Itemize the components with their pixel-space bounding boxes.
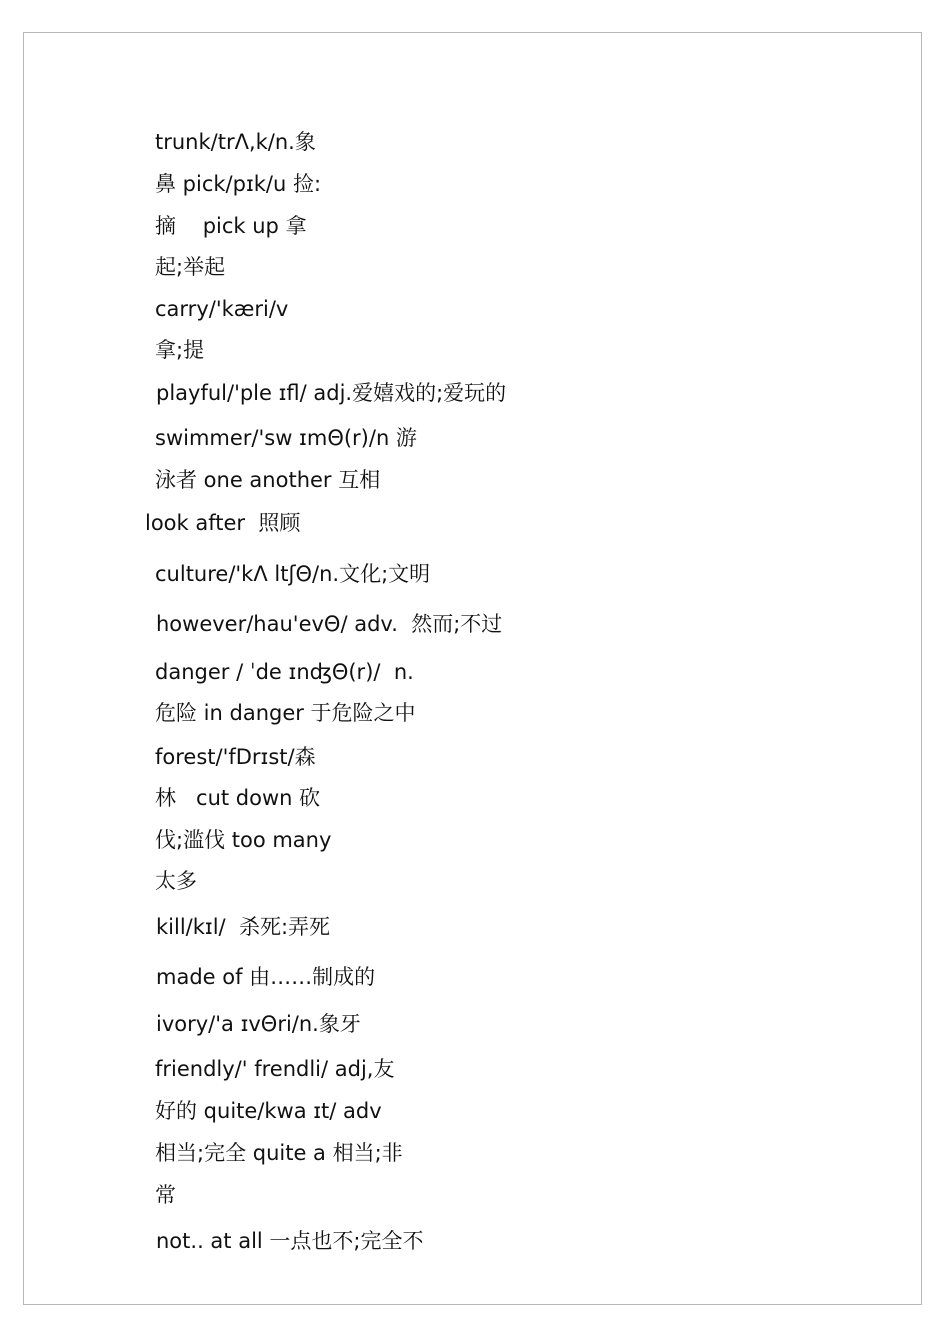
text-line: 拿;提 — [155, 338, 205, 362]
text-line: look after 照顾 — [145, 511, 301, 535]
text-line: made of 由……制成的 — [156, 965, 376, 989]
text-line: trunk/trΛ,k/n.象 — [155, 130, 316, 154]
text-line: playful/'ple ɪfl/ adj.爱嬉戏的;爱玩的 — [156, 381, 507, 405]
text-line: 相当;完全 quite a 相当;非 — [155, 1141, 403, 1165]
text-line: 危险 in danger 于危险之中 — [155, 701, 416, 725]
text-line: culture/'kΛ ltʃΘ/n.文化;文明 — [155, 562, 431, 586]
text-line: danger / ˈde ɪnʤΘ(r)/ n. — [155, 660, 414, 684]
text-line: 太多 — [155, 869, 197, 893]
text-line: 摘 pick up 拿 — [155, 214, 307, 238]
text-line: 起;举起 — [155, 255, 226, 279]
text-line: however/hau'evΘ/ adv. 然而;不过 — [156, 612, 503, 636]
text-line: friendly/' frendli/ adj,友 — [155, 1057, 395, 1081]
text-line: 林 cut down 砍 — [155, 786, 321, 810]
text-line: 鼻 pick/pɪk/u 捡: — [155, 172, 322, 196]
text-line: 伐;滥伐 too many — [155, 828, 332, 852]
text-line: forest/'fDrɪst/森 — [155, 745, 316, 769]
text-line: 常 — [155, 1183, 176, 1207]
text-line: kill/kɪl/ 杀死:弄死 — [156, 915, 331, 939]
text-line: swimmer/'sw ɪmΘ(r)/n 游 — [155, 426, 417, 450]
text-line: carry/'kæri/v — [155, 297, 289, 321]
text-line: ivory/'a ɪvΘri/n.象牙 — [156, 1012, 361, 1036]
text-line: 泳者 one another 互相 — [155, 468, 381, 492]
text-line: 好的 quite/kwa ɪt/ adv — [155, 1099, 382, 1123]
text-line: not.. at all 一点也不;完全不 — [156, 1229, 424, 1253]
